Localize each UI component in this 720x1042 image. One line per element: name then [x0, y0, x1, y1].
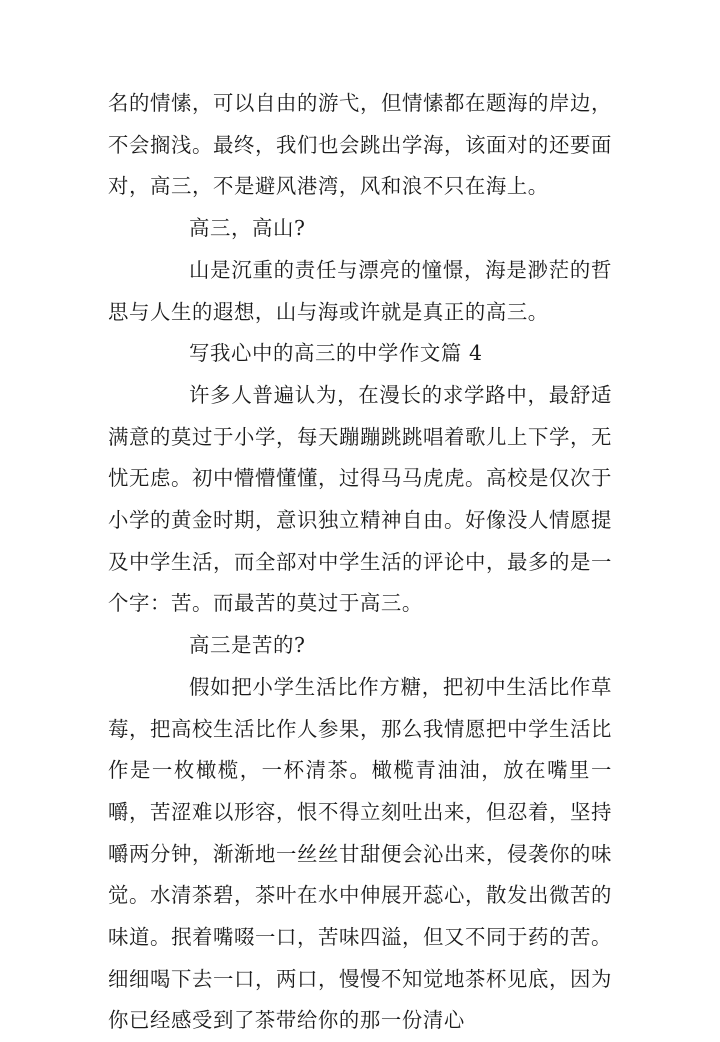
section-heading-gaosan-ku: 高三是苦的? [189, 633, 306, 658]
paragraph-mountain-sea: 山是沉重的责任与漂亮的憧憬，海是渺茫的哲思与人生的遐想，山与海或许就是真正的高三。 [108, 257, 612, 324]
paragraph-school-life: 许多人普遍认为，在漫长的求学路中，最舒适满意的莫过于小学，每天蹦蹦跳跳唱着歌儿上下学，无忧无虑。初中懵懵懂懂，过得马马虎虎。高校是仅次于小学的黄金时期，意识独立精神自由。好像没人情愿提及中学生活，而全部对中学生活的评论中，最多的是一个字：苦。而最苦的莫过于高三。 [108, 382, 612, 616]
paragraph-olive-tea: 假如把小学生活比作方糖，把初中生活比作草莓，把高校生活比作人参果，那么我情愿把中学生活比作是一枚橄榄，一杯清茶。橄榄青油油，放在嘴里一嚼，苦涩难以形容，恨不得立刻吐出来，但忍着，坚持嚼两分钟，渐渐地一丝丝甘甜便会沁出来，侵袭你的味觉。水清茶碧，茶叶在水中伸展开蕊心，散发出微苦的味道。抿着嘴啜一口，苦味四溢，但又不同于药的苦。细细喝下去一口，两口，慢慢不知觉地茶杯见底，因为你已经感受到了茶带给你的那一份清心 [108, 674, 612, 1033]
essay-title-4: 写我心中的高三的中学作文篇 4 [189, 341, 483, 366]
paragraph-1: 名的情愫，可以自由的游弋，但情愫都在题海的岸边，不会搁浅。最终，我们也会跳出学海，该面对的还要面对，高三，不是避风港湾，风和浪不只在海上。 [108, 91, 612, 199]
section-heading-gaosan-gaoshan: 高三，高山? [189, 216, 306, 241]
document-body [108, 83, 612, 1042]
